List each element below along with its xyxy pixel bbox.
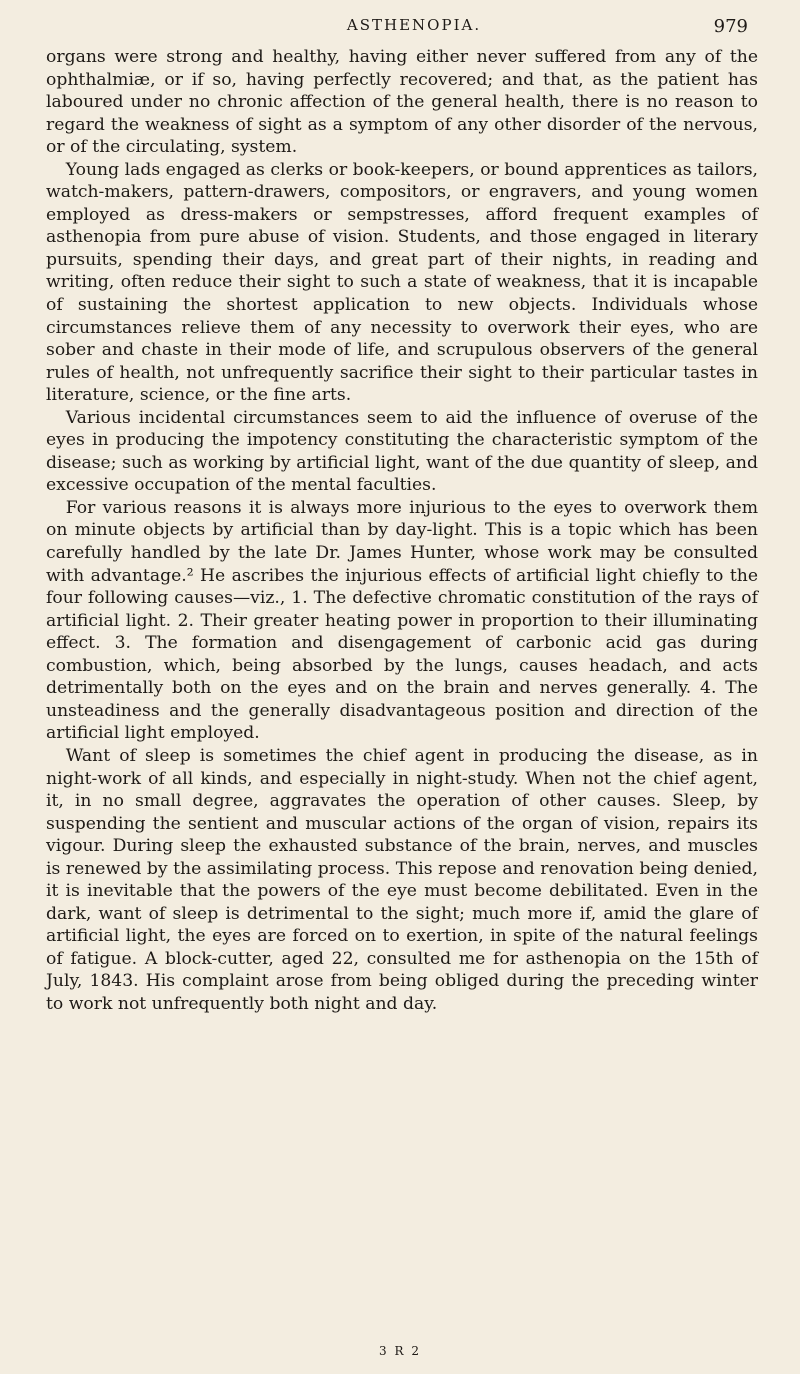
page-number: 979 (713, 16, 748, 37)
body-text (46, 46, 758, 1016)
paragraph-4: For various reasons it is always more injurious to the eyes to overwork them on minute objects by artificial than by day-light. This is a topic which has been carefully handled by the late Dr. James Hunter, whose work may be consulted with advantage.² He ascribes the injurious effects of artificial light chiefly to the four following causes—viz., 1. The defective chromatic constitution of the rays of artificial light. 2. Their greater heating power in proportion to their illuminating effect. 3. The formation and disengagement of carbonic acid gas during combustion, which, being absorbed by the lungs, causes headach, and acts detrimentally both on the eyes and on the brain and nerves generally. 4. The unsteadiness and the generally disadvantageous position and direction of the artificial light employed. (46, 497, 758, 744)
page-header (80, 16, 748, 38)
running-title: ASTHENOPIA. (346, 16, 482, 34)
signature-mark: 3 R 2 (379, 1344, 421, 1358)
paragraph-2: Young lads engaged as clerks or book-keepers, or bound apprentices as tailors, watch-makers, pattern-drawers, compositors, or engravers, and young women employed as dress-makers or sempstresses, afford frequent examples of asthenopia from pure abuse of vision. Students, and those engaged in literary pursuits, spending their days, and great part of their nights, in reading and writing, often reduce their sight to such a state of weakness, that it is incapable of sustaining the shortest application to new objects. Individuals whose circumstances relieve them of any necessity to overwork their eyes, who are sober and chaste in their mode of life, and scrupulous observers of the general rules of health, not unfrequently sacrifice their sight to their particular tastes in literature, science, or the fine arts. (46, 159, 758, 406)
paragraph-5: Want of sleep is sometimes the chief agent in producing the disease, as in night-work of all kinds, and especially in night-study. When not the chief agent, it, in no small degree, aggravates the operation of other causes. Sleep, by suspending the sentient and muscular actions of the organ of vision, repairs its vigour. During sleep the exhausted substance of the brain, nerves, and muscles is renewed by the assimilating process. This repose and renovation being denied, it is inevitable that the powers of the eye must become debilitated. Even in the dark, want of sleep is detrimental to the sight; much more if, amid the glare of artificial light, the eyes are forced on to exertion, in spite of the natural feelings of fatigue. A block-cutter, aged 22, consulted me for asthenopia on the 15th of July, 1843. His complaint arose from being obliged during the preceding winter to work not unfrequently both night and day. (46, 745, 758, 1014)
paragraph-1: organs were strong and healthy, having either never suffered from any of the ophthalmiæ, or if so, having perfectly recovered; and that, as the patient has laboured under no chronic affection of the general health, there is no reason to regard the weakness of sight as a symptom of any other disorder of the nervous, or of the circulating, system. (46, 47, 758, 158)
paragraph-3: Various incidental circumstances seem to aid the influence of overuse of the eyes in producing the impotency constituting the characteristic symptom of the disease; such as working by artificial light, want of the due quantity of sleep, and excessive occupation of the mental faculties. (46, 407, 758, 496)
